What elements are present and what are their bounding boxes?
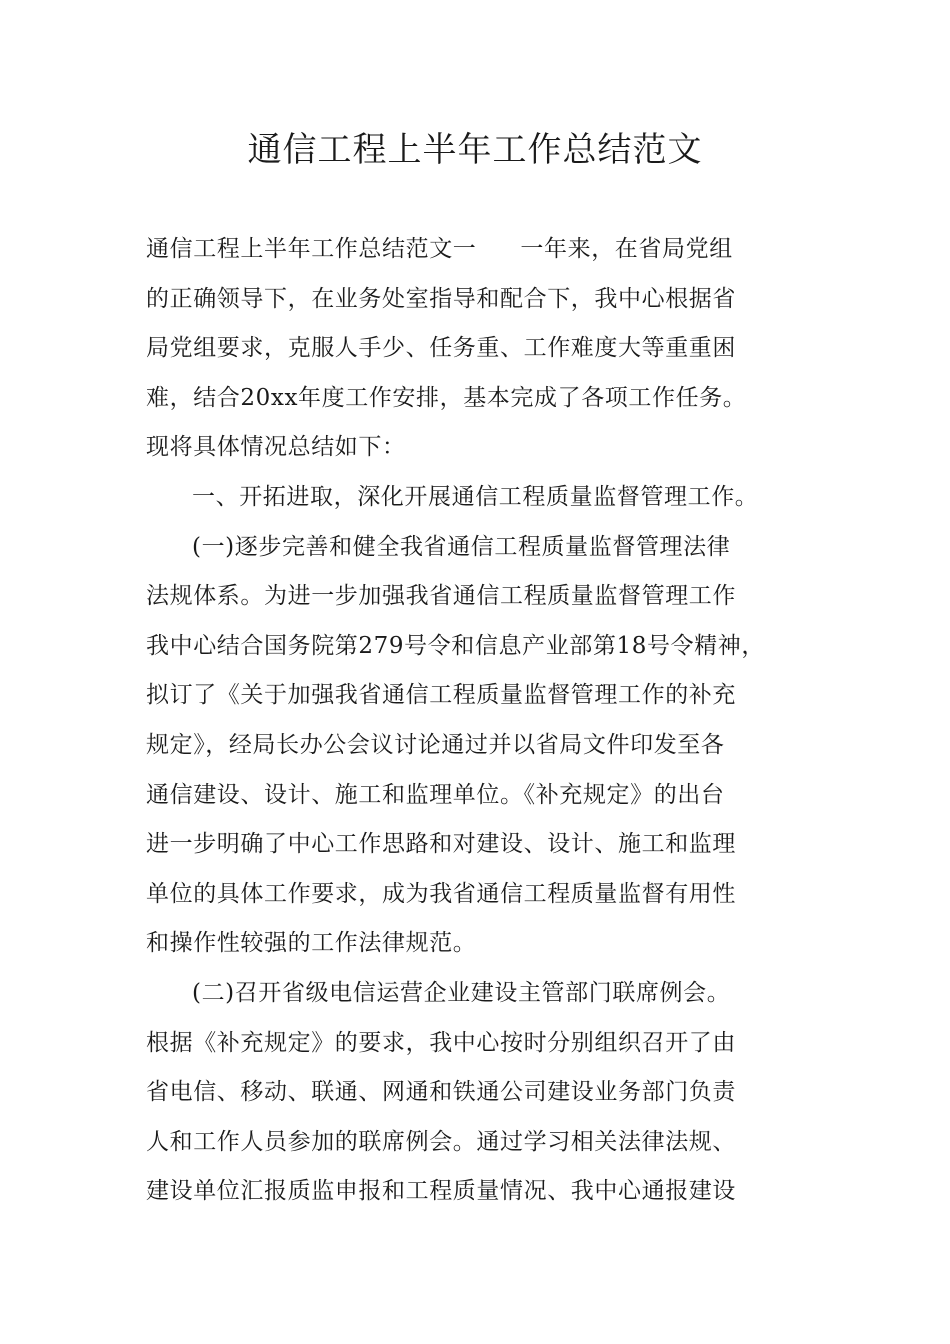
body-line: 进一步明确了中心工作思路和对建设、设计、施工和监理 (146, 831, 736, 858)
body-line (146, 225, 836, 275)
section-heading: 一、开拓进取，深化开展通信工程质量监督管理工作。 (192, 483, 759, 510)
body-line: 和操作性较强的工作法律规范。 (146, 930, 477, 957)
body-line: 我中心结合国务院第279号令和信息产业部第18号令精神， (146, 632, 765, 659)
document-body (146, 225, 836, 1217)
body-line: (二)召开省级电信运营企业建设主管部门联席例会。 (192, 979, 731, 1006)
body-line: 拟订了《关于加强我省通信工程质量监督管理工作的补充 (146, 682, 736, 709)
body-line-tail: 一年来，在省局党组 (520, 236, 733, 262)
body-line: 建设单位汇报质监申报和工程质量情况、我中心通报建设 (146, 1178, 736, 1205)
body-line: 通信建设、设计、施工和监理单位。《补充规定》的出台 (146, 781, 725, 808)
body-line: 法规体系。为进一步加强我省通信工程质量监督管理工作 (146, 583, 736, 610)
body-line-lead: 通信工程上半年工作总结范文一 (146, 236, 477, 262)
body-line: 单位的具体工作要求，成为我省通信工程质量监督有用性 (146, 880, 736, 907)
body-line: 人和工作人员参加的联席例会。通过学习相关法律法规、 (146, 1128, 736, 1155)
body-line: 现将具体情况总结如下： (146, 434, 406, 461)
body-line: 的正确领导下，在业务处室指导和配合下，我中心根据省 (146, 285, 736, 312)
body-line: (一)逐步完善和健全我省通信工程质量监督管理法律 (192, 533, 731, 560)
body-line: 规定》，经局长办公会议讨论通过并以省局文件印发至各 (146, 731, 725, 758)
body-line: 省电信、移动、联通、网通和铁通公司建设业务部门负责 (146, 1079, 736, 1106)
body-line: 根据《补充规定》的要求，我中心按时分别组织召开了由 (146, 1029, 736, 1056)
document-title: 通信工程上半年工作总结范文 (247, 130, 703, 170)
body-line: 难，结合20xx年度工作安排，基本完成了各项工作任务。 (146, 384, 747, 411)
body-line: 局党组要求，克服人手少、任务重、工作难度大等重重困 (146, 335, 736, 362)
